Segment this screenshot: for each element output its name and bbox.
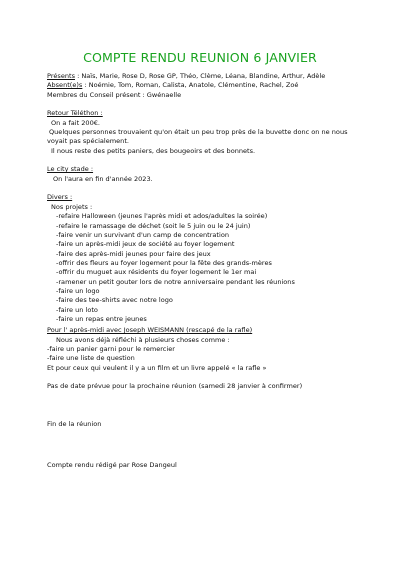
telethon-line: Quelques personnes trouvaient qu'on était un peu trop près de la buvette donc on ne nous	[49, 128, 348, 137]
project-item: -refaire Halloween (jeunes l'après midi et ados/adultes la soirée)	[56, 212, 268, 221]
weismann-intro: Nous avons déjà réfléchi à plusieurs choses comme :	[56, 335, 230, 344]
project-item: -faire un loto	[56, 305, 98, 314]
absent-list: : Noémie, Tom, Roman, Calista, Anatole, Clémentine, Rachel, Zoé	[82, 81, 299, 90]
author-line: Compte rendu rédigé par Rose Dangeul	[47, 461, 177, 470]
spacer	[47, 392, 377, 420]
spacer	[47, 156, 377, 165]
divers-heading: Divers :	[47, 193, 73, 202]
telethon-line: voyait pas spécialement.	[47, 137, 129, 146]
document-title: COMPTE RENDU REUNION 6 JANVIER	[83, 50, 317, 65]
absent-line	[47, 81, 377, 90]
project-item: -faire venir un survivant d'un camp de concentration	[56, 230, 229, 239]
weismann-item: -faire un panier garni pour le remercier	[47, 344, 175, 353]
weismann-heading: Pour l' après-midi avec Joseph WEISMANN (rescapé de la rafle)	[47, 326, 253, 335]
projects-label: Nos projets :	[51, 202, 93, 211]
project-item: -faire un logo	[56, 286, 100, 295]
project-item: -faire un repas entre jeunes	[56, 314, 147, 323]
spacer	[47, 184, 377, 193]
project-item: -refaire le ramassage de déchet (soit le 5 juin ou le 24 juin)	[56, 221, 251, 230]
document-body	[47, 72, 377, 470]
weismann-item: Et pour ceux qui veulent il y a un film et un livre appelé « la rafle »	[47, 363, 267, 372]
telethon-heading: Retour Téléthon :	[47, 109, 103, 118]
spacer	[47, 373, 377, 382]
council-line: Membres du Conseil présent : Gwénaelle	[47, 90, 182, 99]
city-stade-heading: Le city stade :	[47, 165, 94, 174]
present-label: Présents	[47, 72, 75, 80]
project-item: -offrir des fleurs au foyer logement pour la fête des grands-mères	[56, 258, 272, 267]
meeting-end: Fin de la réunion	[47, 419, 102, 428]
absent-label: Absent(e)s	[47, 81, 83, 90]
telethon-line: On a fait 200€.	[51, 118, 101, 127]
city-stade-line: On l'aura en fin d'année 2023.	[53, 174, 153, 183]
spacer	[47, 100, 377, 109]
present-list: : Naïs, Marie, Rose D, Rose GP, Théo, Clème, Léana, Blandine, Arthur, Adèle	[74, 72, 326, 80]
present-line	[47, 72, 377, 81]
project-item: -offrir du muguet aux résidents du foyer logement le 1er mai	[56, 268, 257, 277]
project-item: -faire des après-midi jeunes pour faire des jeux	[56, 249, 211, 258]
project-item: -ramener un petit gouter lors de notre anniversaire pendant les réunions	[56, 277, 295, 286]
next-meeting: Pas de date prévue pour la prochaine réunion (samedi 28 janvier à confirmer)	[47, 382, 303, 391]
telethon-line: Il nous reste des petits paniers, des bougeoirs et des bonnets.	[51, 146, 256, 155]
project-item: -faire un après-midi jeux de société au foyer logement	[56, 240, 235, 249]
project-item: -faire des tee-shirts avec notre logo	[56, 296, 173, 305]
spacer	[47, 429, 377, 461]
weismann-item: -faire une liste de question	[47, 354, 135, 363]
